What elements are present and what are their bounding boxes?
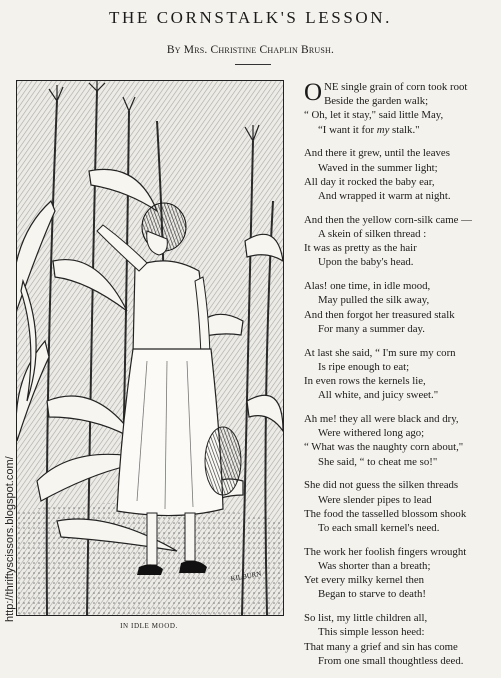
poem-line: Alas! one time, in idle mood, [304, 280, 431, 293]
poem-line: In even rows the kernels lie, [304, 375, 426, 388]
poem-line: She did not guess the silken threads [304, 479, 459, 492]
poem-line: She said, “ to cheat me so!" [318, 455, 438, 468]
poem-line: Were slender pipes to lead [318, 493, 432, 506]
illustration-caption: IN IDLE MOOD. [120, 622, 178, 630]
first-word-rest: NE [324, 81, 339, 93]
poem-line: Ah me! they all were black and dry, [304, 413, 459, 426]
poem-stanza-2 [304, 146, 494, 203]
poem-stanzas [304, 146, 494, 668]
poem-line: Beside the garden walk; [324, 95, 429, 108]
poem-stanza-8 [304, 545, 494, 602]
artist-signature: KILBURN [229, 569, 262, 583]
poem-line: Is ripe enough to eat; [318, 360, 410, 373]
poem-line: The food the tasselled blossom shook [304, 507, 467, 520]
poem-line: From one small thoughtless deed. [318, 654, 464, 667]
poem-line: And wrapped it warm at night. [318, 190, 451, 203]
poem-line: Were withered long ago; [318, 427, 425, 440]
straw-hat [205, 427, 241, 495]
poem-title: THE CORNSTALK'S LESSON. [109, 8, 392, 27]
poem-stanza-3 [304, 213, 494, 270]
poem-line: Upon the baby's head. [318, 256, 414, 269]
poem-line: All day it rocked the baby ear, [304, 175, 435, 188]
poem-line: All white, and juicy sweet." [318, 389, 439, 402]
poem-line: “ Oh, let it stay," said little May, [304, 109, 444, 122]
engraving-drawing [17, 81, 283, 615]
girl-skirt [117, 349, 223, 516]
author-byline: By Mrs. Christine Chaplin Brush. [166, 44, 335, 56]
poem-body [304, 80, 494, 678]
poem-line: Was shorter than a breath; [318, 560, 431, 573]
poem-stanza-6 [304, 412, 494, 469]
line-part: stalk." [389, 123, 420, 136]
poem-line: May pulled the silk away, [318, 294, 430, 307]
poem-line: The work her foolish fingers wrought [304, 545, 467, 558]
poem-line-with-emphasis [304, 123, 494, 137]
line-part: “I want it for [318, 123, 377, 136]
poem-line: Began to starve to death! [318, 588, 426, 601]
poem-line: Waved in the summer light; [318, 161, 438, 174]
poem-line: And there it grew, until the leaves [304, 147, 450, 160]
poem-stanza-7 [304, 478, 494, 535]
drop-cap: O [304, 79, 323, 106]
first-line-rest: single grain of corn took root [338, 81, 468, 93]
poem-stanza-1 [304, 80, 494, 137]
poem-line: A skein of silken thread : [318, 228, 427, 241]
poem-line: And then forgot her treasured stalk [304, 308, 455, 321]
poem-line: For many a summer day. [318, 322, 425, 335]
poem-stanza-4 [304, 279, 494, 336]
poem-stanza-5 [304, 346, 494, 403]
poem-line: It was as pretty as the hair [304, 242, 417, 255]
poem-line: Yet every milky kernel then [304, 574, 425, 587]
poem-line: This simple lesson heed: [318, 626, 425, 639]
poem-line: At last she said, “ I'm sure my corn [304, 346, 456, 359]
poem-line: That many a grief and sin has come [304, 640, 458, 653]
poem-line: And then the yellow corn-silk came — [304, 213, 472, 226]
poem-line: To each small kernel's need. [318, 522, 440, 535]
poem-line: “ What was the naughty corn about," [304, 441, 464, 454]
poem-line: So list, my little children all, [304, 612, 428, 625]
title-rule [235, 64, 271, 65]
blog-watermark: http://thriftyscissors.blogspot.com/ [4, 456, 16, 622]
emphasized-word: my [376, 123, 390, 136]
illustration-girl-in-cornfield [16, 80, 284, 616]
